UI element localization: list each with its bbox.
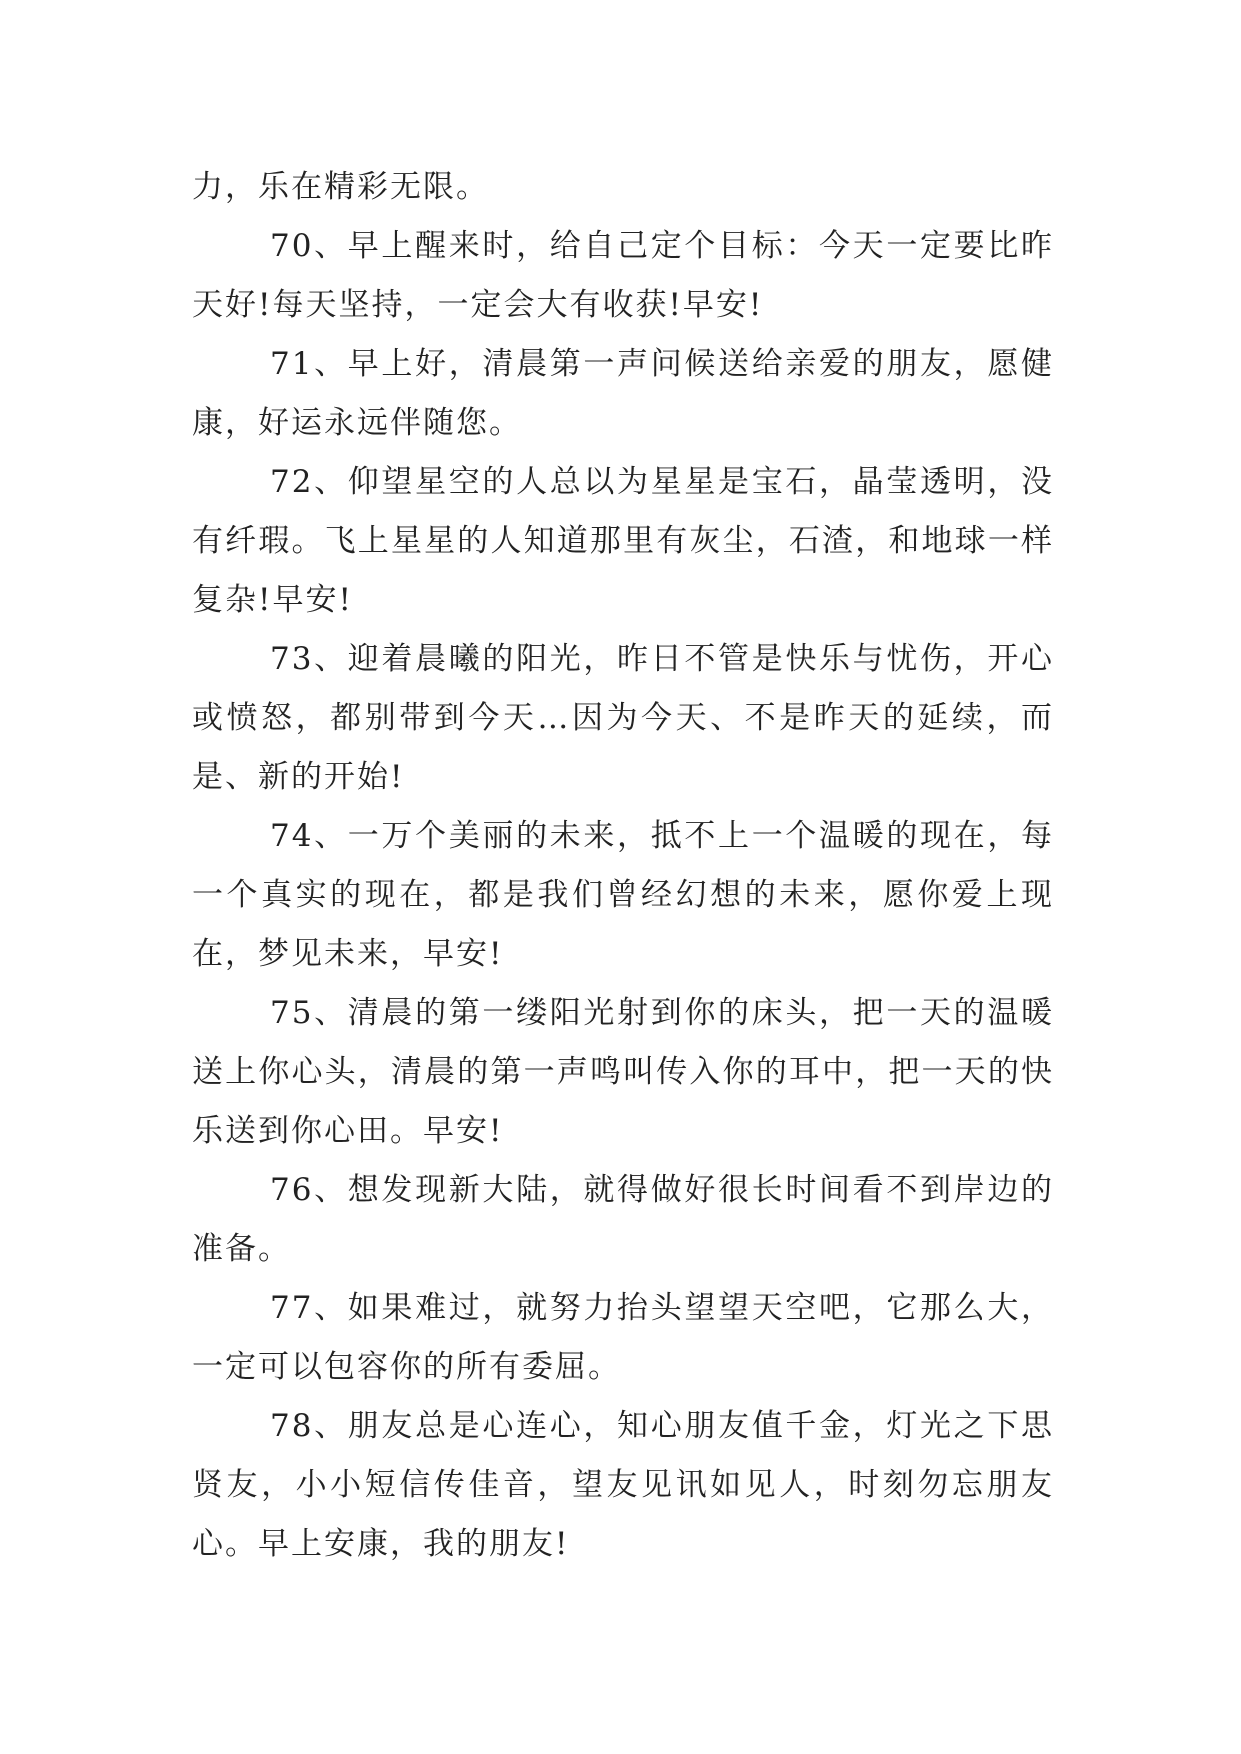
paragraph-72: 72、仰望星空的人总以为星星是宝石，晶莹透明，没有纤瑕。飞上星星的人知道那里有灰尘，石渣，和地球一样复杂!早安! — [192, 464, 1054, 618]
paragraph-71: 71、早上好，清晨第一声问候送给亲爱的朋友，愿健康，好运永远伴随您。 — [192, 346, 1054, 441]
paragraph-70: 70、早上醒来时，给自己定个目标：今天一定要比昨天好!每天坚持，一定会大有收获!早安! — [192, 228, 1054, 323]
paragraph-76: 76、想发现新大陆，就得做好很长时间看不到岸边的准备。 — [192, 1172, 1054, 1267]
paragraph-78: 78、朋友总是心连心，知心朋友值千金，灯光之下思贤友，小小短信传佳音，望友见讯如见人，时刻勿忘朋友心。早上安康，我的朋友! — [192, 1408, 1054, 1562]
paragraph-77: 77、如果难过，就努力抬头望望天空吧，它那么大，一定可以包容你的所有委屈。 — [192, 1290, 1054, 1385]
paragraph-74: 74、一万个美丽的未来，抵不上一个温暖的现在，每一个真实的现在，都是我们曾经幻想的未来，愿你爱上现在，梦见未来，早安! — [192, 818, 1054, 972]
paragraph-75: 75、清晨的第一缕阳光射到你的床头，把一天的温暖送上你心头，清晨的第一声鸣叫传入你的耳中，把一天的快乐送到你心田。早安! — [192, 995, 1054, 1149]
paragraph-73: 73、迎着晨曦的阳光，昨日不管是快乐与忧伤，开心或愤怒，都别带到今天…因为今天、不是昨天的延续，而是、新的开始! — [192, 641, 1054, 795]
paragraph-continuation: 力，乐在精彩无限。 — [192, 169, 489, 205]
document-body — [192, 158, 1054, 1574]
